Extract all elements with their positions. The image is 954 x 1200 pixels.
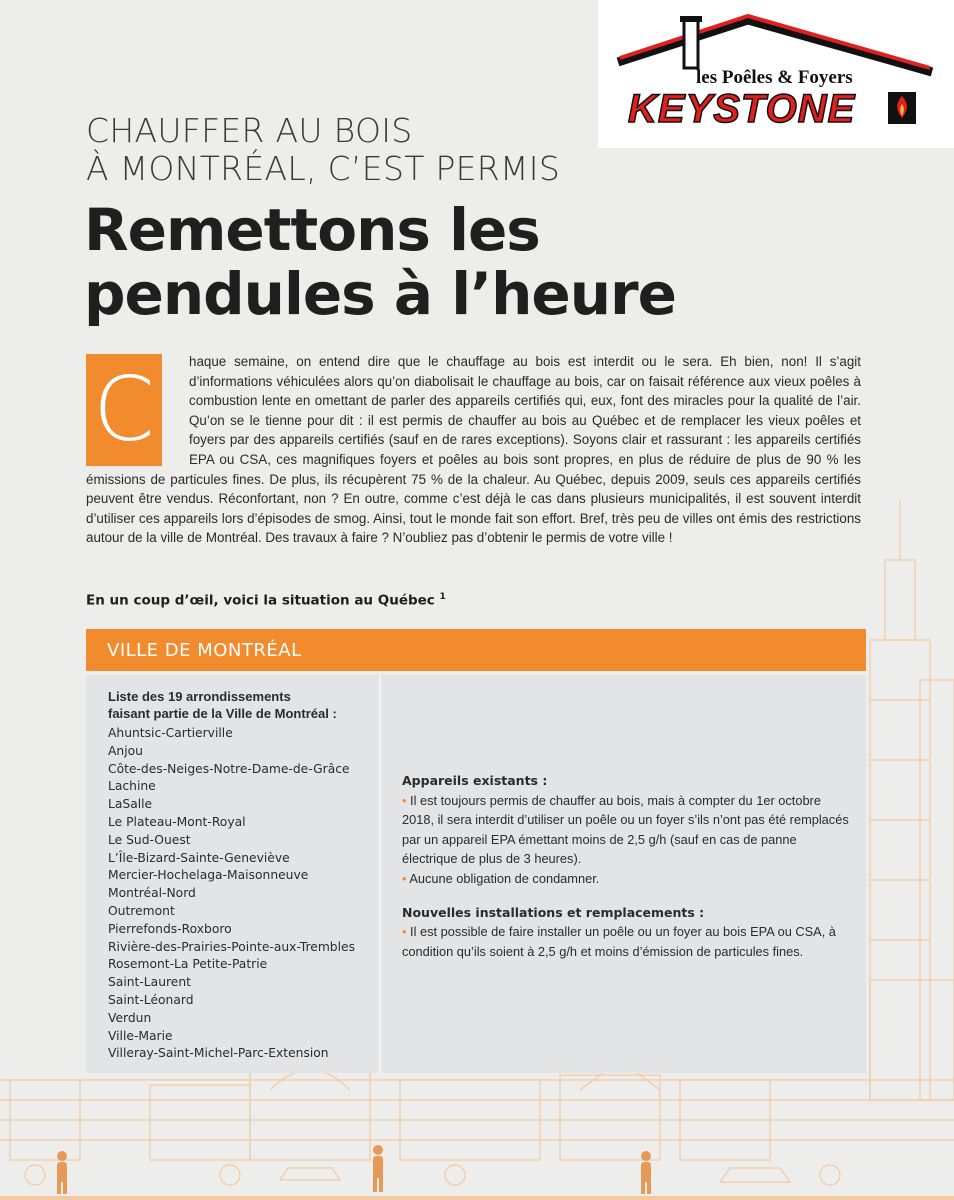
list-item: Saint-Laurent xyxy=(108,975,191,990)
list-item: Villeray-Saint-Michel-Parc-Extension xyxy=(108,1046,329,1061)
list-item: Pierrefonds-Roxboro xyxy=(108,921,232,936)
boroughs-heading-line-2: faisant partie de la Ville de Montréal : xyxy=(108,706,337,721)
existing-heading: Appareils existants : xyxy=(402,773,548,788)
bullet-icon: • xyxy=(402,792,411,808)
regulations-column xyxy=(402,771,852,961)
boroughs-heading-line-1: Liste des 19 arrondissements xyxy=(108,689,291,704)
list-item: Côte-des-Neiges-Notre-Dame-de-Grâce xyxy=(108,761,350,776)
list-item: Rivière-des-Prairies-Pointe-aux-Trembles xyxy=(108,939,355,954)
existing-bullet-2 xyxy=(402,869,852,889)
drop-cap-spacer xyxy=(86,352,189,468)
list-item: Anjou xyxy=(108,743,143,758)
intro-paragraph xyxy=(86,352,861,548)
house-roof-icon xyxy=(598,0,954,148)
list-item: Montréal-Nord xyxy=(108,886,196,901)
list-item: Ahuntsic-Cartierville xyxy=(108,726,233,740)
new-bullet-1-text: Il est possible de faire installer un poêle ou un foyer au bois EPA ou CSA, à condition qu’ils soient à 2,5 g/h et moins d’émission de particules fines. xyxy=(402,924,836,959)
bullet-icon: • xyxy=(402,924,411,940)
article-kicker: CHAUFFER AU BOIS À MONTRÉAL, C’EST PERMIS xyxy=(86,111,561,188)
list-item: Ville-Marie xyxy=(108,1028,173,1043)
article-headline: Remettons les pendules à l’heure xyxy=(84,196,676,328)
bullet-icon: • xyxy=(402,870,410,886)
logo-brand: KEYSTONE xyxy=(628,87,856,131)
list-item: Verdun xyxy=(108,1010,152,1025)
footnote-marker: 1 xyxy=(439,592,446,602)
list-item: Rosemont-La Petite-Patrie xyxy=(108,957,268,972)
section-title-text: En un coup d’œil, voici la situation au Québec xyxy=(86,592,435,609)
list-item: Mercier-Hochelaga-Maisonneuve xyxy=(108,868,309,883)
new-bullet-1 xyxy=(402,922,852,961)
section-title xyxy=(86,592,786,609)
list-item: Le Sud-Ouest xyxy=(108,832,191,847)
list-item: Lachine xyxy=(108,779,156,794)
chimney-icon xyxy=(680,16,702,68)
list-item: Outremont xyxy=(108,903,175,918)
city-header-bar: VILLE DE MONTRÉAL xyxy=(86,629,866,671)
logo-tagline: les Poêles & Foyers xyxy=(696,67,853,88)
panel-divider xyxy=(379,675,381,1073)
list-item: Le Plateau-Mont-Royal xyxy=(108,814,246,829)
intro-text: haque semaine, on entend dire que le chauffage au bois est interdit ou le sera. Eh bien, non! Il s’agit d’informations véhiculées alors qu’on diabolisait le chauffage au bois, car on faisait référence aux vieux poêles à combustion lente en omettant de parler des appareils certifiés qui, eux, font des miracles pour la qualité de l’air. Qu’on se le tienne pour dit : il est permis de chauffer au bois au Québec et de remplacer les vieux poêles et foyers par des appareils certifiés (sauf en de rares exceptions). Soyons clair et rassurant : les appareils certifiés EPA ou CSA, ces magnifiques foyers et poêles au bois sont propres, en plus de réduire de plus de 90 % les émissions de particules fines. De plus, ils récupèrent 75 % de la chaleur. Au Québec, depuis 2009, seuls ces appareils certifiés peuvent être vendus. Réconfortant, non ? En outre, comme c’est déjà le cas dans plusieurs municipalités, il est souvent interdit d’utiliser ces appareils lors d’épisodes de smog. Ainsi, tout le monde fait son effort. Bref, très peu de villes ont émis des restrictions autour de la ville de Montréal. Des travaux à faire ? N’oubliez pas d’obtenir le permis de votre ville ! xyxy=(86,354,861,546)
new-installations-heading: Nouvelles installations et remplacements : xyxy=(402,904,705,920)
list-item: Saint-Léonard xyxy=(108,992,194,1007)
existing-bullet-1-text: Il est toujours permis de chauffer au bois, mais à compter du 1er octobre 2018, il sera interdit d’utiliser un poêle ou un foyer s’ils n’ont pas été remplacés par un appareil EPA émettant moins de 2,5 g/h (sauf en cas de panne électrique de plus de 3 heures). xyxy=(402,792,849,867)
list-item: LaSalle xyxy=(108,797,153,812)
existing-bullet-2-text: Aucune obligation de condamner. xyxy=(409,870,600,886)
list-item: L’Île-Bizard-Sainte-Geneviève xyxy=(108,850,290,865)
keystone-logo xyxy=(598,0,954,148)
boroughs-list xyxy=(108,688,373,1063)
drop-cap: C xyxy=(86,354,162,466)
boroughs-heading xyxy=(108,688,373,722)
existing-bullet-1 xyxy=(402,791,852,869)
